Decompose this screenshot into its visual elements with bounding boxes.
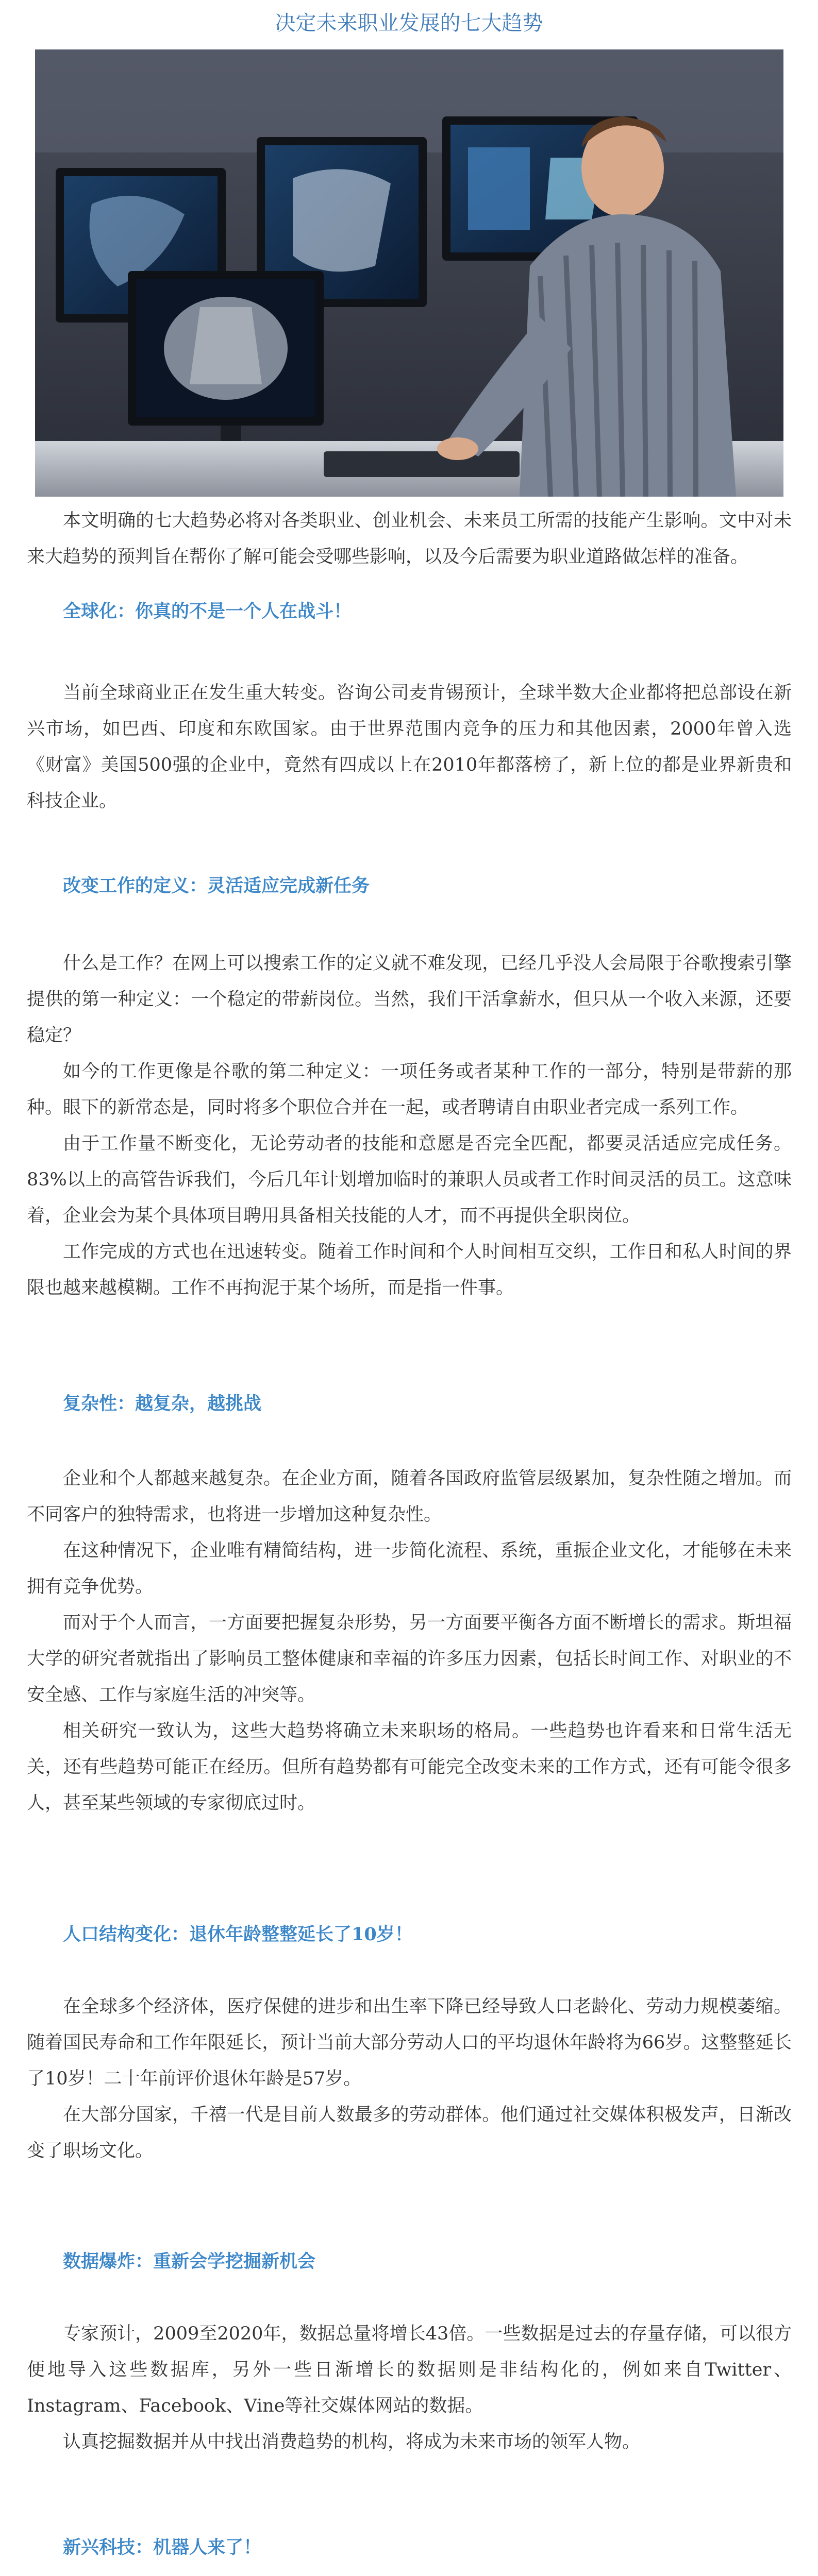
section-globalization: [27, 594, 792, 630]
section-work-definition-body: [27, 945, 792, 1306]
section-heading: 全球化：你真的不是一个人在战斗！: [63, 601, 352, 622]
paragraph: 相关研究一致认为，这些大趋势将确立未来职场的格局。一些趋势也许看来和日常生活无关，还有些趋势可能正在经历。但所有趋势都有可能完全改变未来的工作方式，还有可能令很多人，甚至某些领域的专家彻底过时。: [27, 1721, 792, 1814]
paragraph: 专家预计，2009至2020年，数据总量将增长43倍。一些数据是过去的存量存储，可以很方便地导入这些数据库，另外一些日渐增长的数据则是非结构化的，例如来自Twitter、Instagram、Facebook、Vine等社交媒体网站的数据。: [27, 2324, 792, 2416]
section-heading: 复杂性：越复杂，越挑战: [63, 1393, 262, 1414]
paragraph: 企业和个人都越来越复杂。在企业方面，随着各国政府监管层级累加，复杂性随之增加。而不同客户的独特需求，也将进一步增加这种复杂性。: [27, 1468, 792, 1525]
paragraph: 在全球多个经济体，医疗保健的进步和出生率下降已经导致人口老龄化、劳动力规模萎缩。随着国民寿命和工作年限延长，预计当前大部分劳动人口的平均退休年龄将为66岁。这整整延长了10岁！二十年前评价退休年龄是57岁。: [27, 1996, 792, 2089]
intro-block: [27, 503, 792, 575]
hero-image: [35, 49, 783, 497]
section-work-definition: [27, 868, 792, 904]
section-data-explosion: [27, 2244, 792, 2280]
intro-paragraph: 本文明确的七大趋势必将对各类职业、创业机会、未来员工所需的技能产生影响。文中对未来大趋势的预判旨在帮你了解可能会受哪些影响，以及今后需要为职业道路做怎样的准备。: [27, 511, 792, 567]
section-demographics: [27, 1917, 792, 1953]
paragraph: 什么是工作？在网上可以搜索工作的定义就不难发现，已经几乎没人会局限于谷歌搜索引擎提供的第一种定义：一个稳定的带薪岗位。当然，我们干活拿薪水，但只从一个收入来源，还要稳定？: [27, 953, 792, 1046]
section-emerging-tech: [27, 2530, 792, 2566]
section-heading: 改变工作的定义：灵活适应完成新任务: [63, 875, 370, 896]
section-heading: 数据爆炸：重新会学挖掘新机会: [63, 2251, 316, 2272]
section-heading: 新兴科技：机器人来了！: [63, 2537, 262, 2558]
section-demographics-body: [27, 1989, 792, 2169]
paragraph: 工作完成的方式也在迅速转变。随着工作时间和个人时间相互交织，工作日和私人时间的界限也越来越模糊。工作不再拘泥于某个场所，而是指一件事。: [27, 1242, 792, 1298]
paragraph: 如今的工作更像是谷歌的第二种定义：一项任务或者某种工作的一部分，特别是带薪的那种。眼下的新常态是，同时将多个职位合并在一起，或者聘请自由职业者完成一系列工作。: [27, 1061, 792, 1118]
paragraph: 在这种情况下，企业唯有精简结构，进一步简化流程、系统，重振企业文化，才能够在未来拥有竞争优势。: [27, 1540, 792, 1597]
section-complexity: [27, 1386, 792, 1422]
section-data-explosion-body: [27, 2316, 792, 2460]
paragraph: 由于工作量不断变化，无论劳动者的技能和意愿是否完全匹配，都要灵活适应完成任务。83%以上的高管告诉我们，今后几年计划增加临时的兼职人员或者工作时间灵活的员工。这意味着，企业会为某个具体项目聘用具备相关技能的人才，而不再提供全职岗位。: [27, 1133, 792, 1226]
article-title: 决定未来职业发展的七大趋势: [275, 11, 543, 35]
paragraph: 在大部分国家，千禧一代是目前人数最多的劳动群体。他们通过社交媒体积极发声，日渐改变了职场文化。: [27, 2105, 792, 2161]
section-heading: 人口结构变化：退休年龄整整延长了10岁！: [63, 1924, 413, 1945]
paragraph: 当前全球商业正在发生重大转变。咨询公司麦肯锡预计，全球半数大企业都将把总部设在新兴市场，如巴西、印度和东欧国家。由于世界范围内竞争的压力和其他因素，2000年曾入选《财富》美国500强的企业中，竟然有四成以上在2010年都落榜了，新上位的都是业界新贵和科技企业。: [27, 683, 792, 811]
section-complexity-body: [27, 1461, 792, 1821]
paragraph: 认真挖掘数据并从中找出消费趋势的机构，将成为未来市场的领军人物。: [63, 2432, 641, 2452]
paragraph: 而对于个人而言，一方面要把握复杂形势，另一方面要平衡各方面不断增长的需求。斯坦福大学的研究者就指出了影响员工整体健康和幸福的许多压力因素，包括长时间工作、对职业的不安全感、工作与家庭生活的冲突等。: [27, 1613, 792, 1705]
section-globalization-body: [27, 675, 792, 819]
